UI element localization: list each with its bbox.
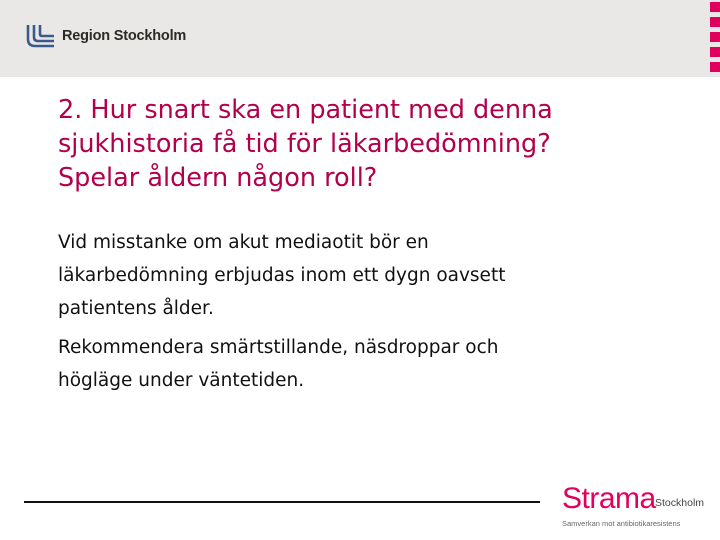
logo-text: Region Stockholm bbox=[62, 28, 187, 44]
header-band bbox=[0, 0, 720, 77]
paragraph bbox=[58, 226, 678, 325]
paragraph-line: patientens ålder. bbox=[58, 298, 214, 319]
decorative-square bbox=[710, 62, 720, 72]
paragraph-line: läkarbedömning erbjudas inom ett dygn oavsett bbox=[58, 265, 506, 286]
decorative-square bbox=[710, 17, 720, 27]
decorative-square bbox=[710, 2, 720, 12]
paragraph-line: Vid misstanke om akut mediaotit bör en bbox=[58, 232, 429, 253]
strama-tagline: Samverkan mot antibiotikaresistens bbox=[562, 519, 681, 528]
decorative-squares bbox=[706, 0, 720, 77]
region-stockholm-logo bbox=[24, 22, 186, 50]
title-line: sjukhistoria få tid för läkarbedömning? bbox=[58, 129, 551, 159]
title-line: 2. Hur snart ska en patient med denna bbox=[58, 95, 553, 125]
strama-city: Stockholm bbox=[655, 497, 705, 509]
strama-brand: Strama bbox=[562, 482, 656, 515]
slide-body bbox=[58, 226, 678, 397]
paragraph-line: Rekommendera smärtstillande, näsdroppar och bbox=[58, 337, 499, 358]
decorative-square bbox=[710, 32, 720, 42]
strama-logo bbox=[560, 482, 720, 532]
paragraph-line: högläge under väntetiden. bbox=[58, 370, 305, 391]
paragraph bbox=[58, 331, 678, 397]
decorative-square bbox=[710, 47, 720, 57]
slide-title bbox=[58, 93, 698, 195]
title-line: Spelar åldern någon roll? bbox=[58, 163, 378, 193]
footer-divider bbox=[24, 501, 540, 503]
region-stockholm-emblem-icon bbox=[24, 23, 56, 49]
